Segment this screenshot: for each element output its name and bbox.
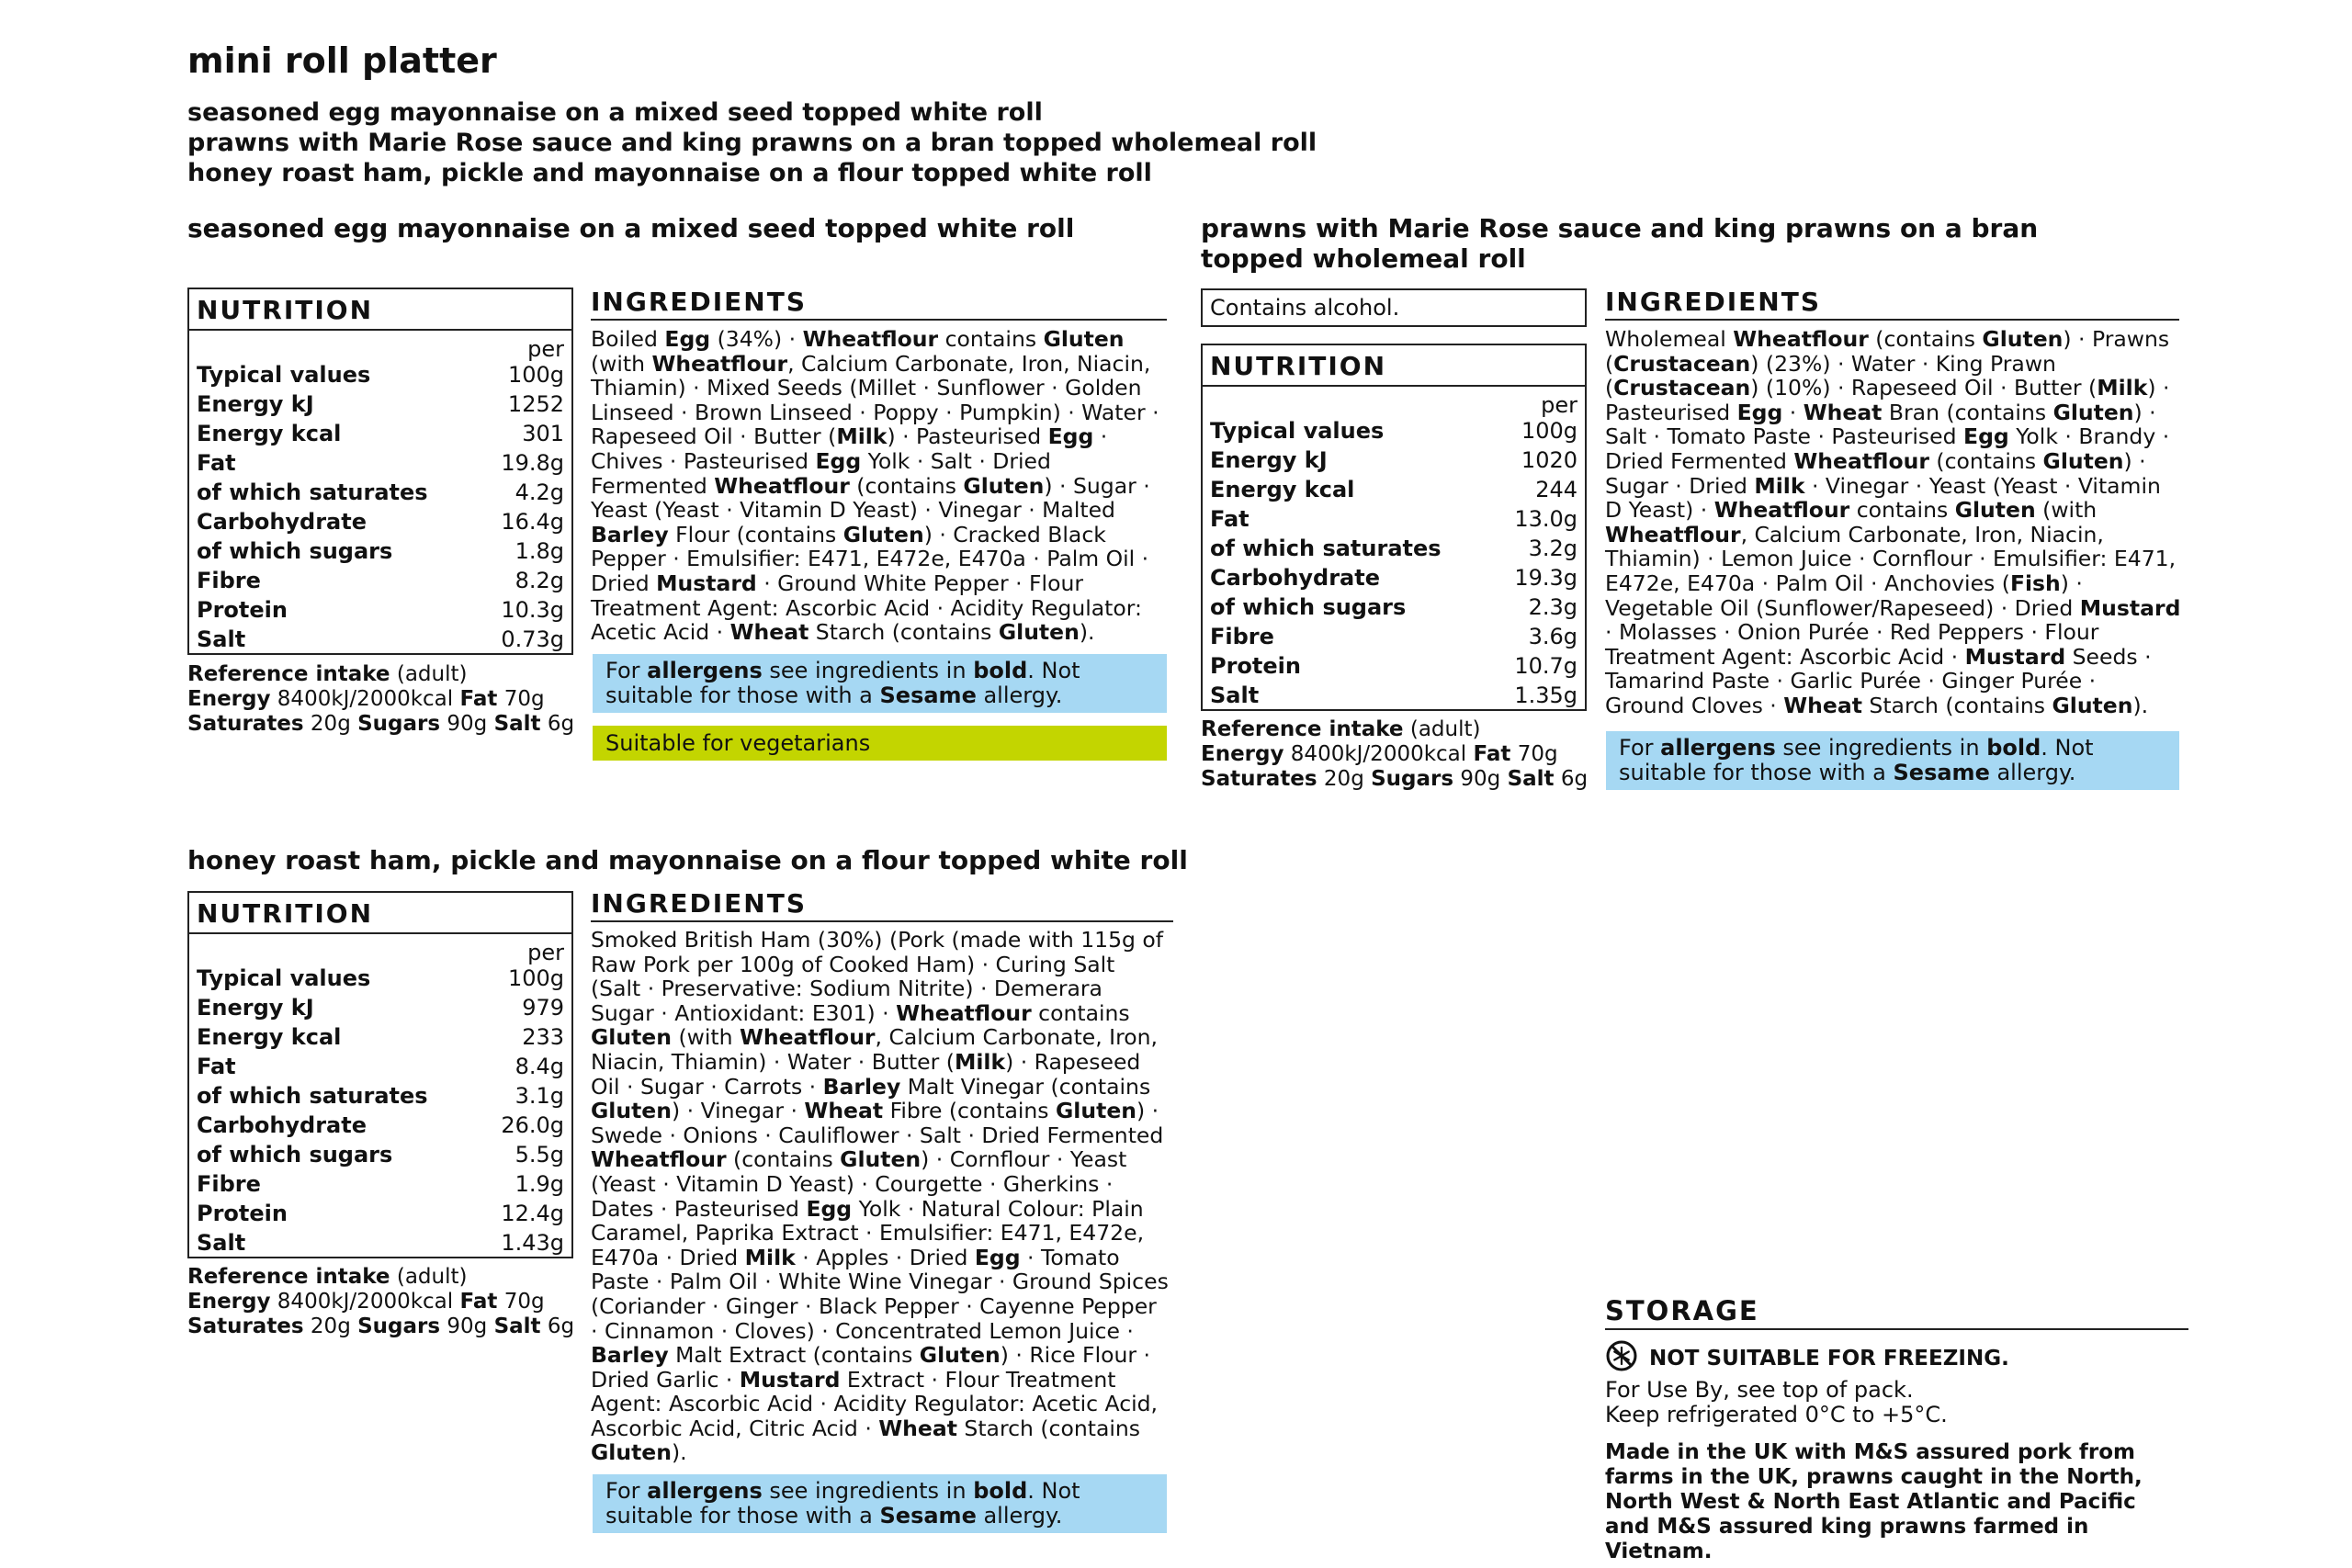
ingredient-text: ) · Pasteurised <box>1605 375 2170 425</box>
product-line-prawn: prawns with Marie Rose sauce and king prawns on a bran topped wholemeal roll <box>187 129 1317 157</box>
nutrition-row <box>1203 446 1585 475</box>
ri-qualifier: (adult) <box>396 662 468 686</box>
nutrient-label: Carbohydrate <box>1210 565 1381 591</box>
ri-fat-value: 70g <box>503 687 545 711</box>
allergen-ingredient: Wheatflour <box>802 326 939 352</box>
ingredient-text: ) · Salt · Tomato Paste · Pasteurised <box>1605 399 2156 450</box>
ingredient-text: (with <box>671 1024 740 1051</box>
nutrition-row <box>1203 622 1585 651</box>
allergen-ingredient: Egg <box>1963 423 2009 450</box>
ri-salt-label: Salt <box>493 712 541 736</box>
nutrition-row <box>189 1169 571 1199</box>
ri-salt-label: Salt <box>1507 767 1555 791</box>
allergen-ingredient: Mustard <box>739 1366 841 1393</box>
nutrient-value: 1020 <box>1521 447 1577 473</box>
allergen-ingredient: Milk <box>836 423 888 450</box>
ingredient-text: , Calcium Carbonate, Iron, Niacin, Thiamin) · Lemon Juice · Cornflour · Emulsifier: E471, E472e, E470a · Palm Oil · Anchovies ( <box>1605 521 2177 596</box>
nutrient-value: 26.0g <box>501 1112 564 1138</box>
ri-sugars-label: Sugars <box>357 1314 441 1338</box>
nutrient-value: 1.9g <box>514 1171 564 1197</box>
nutrition-rows <box>189 993 571 1258</box>
nutrition-heading: NUTRITION <box>1203 345 1585 387</box>
allergen-ingredient: Egg <box>1047 423 1094 450</box>
nutrient-value: 0.73g <box>501 626 564 652</box>
nutrient-label: Fat <box>1210 506 1250 532</box>
prawn-reference-intake <box>1201 717 1588 792</box>
use-by-text: For Use By, see top of pack. <box>1605 1377 1914 1403</box>
ingredient-text: Boiled <box>591 326 665 352</box>
ingredient-text: ) · Sugar · Dried <box>1605 447 2146 499</box>
nutrition-row <box>189 448 571 478</box>
product-line-egg: seasoned egg mayonnaise on a mixed seed topped white roll <box>187 98 1043 127</box>
refrigerate-text: Keep refrigerated 0°C to +5°C. <box>1605 1402 1948 1427</box>
allergen-ingredient: Barley <box>591 521 669 547</box>
nutrient-label: Salt <box>197 1230 246 1256</box>
ingredient-text: ) (10%) · Rapeseed Oil · Butter ( <box>1750 375 2098 401</box>
page-title: mini roll platter <box>187 40 497 81</box>
allergen-ingredient: Gluten <box>919 1342 1001 1369</box>
nutrient-label: Energy kJ <box>197 995 314 1021</box>
allergen-ingredient: Barley <box>822 1073 901 1100</box>
egg-ingredients-text <box>591 327 1170 645</box>
ri-saturates-value: 20g <box>310 712 351 736</box>
allergen-ingredient: Wheatflour <box>714 472 850 499</box>
nutrient-value: 12.4g <box>501 1201 564 1226</box>
nutrition-row <box>189 993 571 1022</box>
prawn-section-title: prawns with Marie Rose sauce and king prawns on a bran topped wholemeal roll <box>1201 213 2039 274</box>
allergen-ingredient: Wheatflour <box>1733 326 1869 352</box>
per-unit: 100g <box>507 965 564 991</box>
prawn-ingredients-text <box>1605 327 2182 718</box>
egg-section-title: seasoned egg mayonnaise on a mixed seed topped white roll <box>187 213 1075 243</box>
allergen-ingredient: Egg <box>1736 399 1783 425</box>
allergen-ingredient: Gluten <box>1954 497 2036 524</box>
ingredient-text: Starch (contains <box>808 619 999 646</box>
nutrition-heading: NUTRITION <box>189 289 571 331</box>
nutrient-value: 3.2g <box>1528 536 1577 561</box>
typical-values-row <box>189 964 571 993</box>
nutrition-row <box>189 566 571 595</box>
ri-fat-label: Fat <box>459 1290 498 1314</box>
nutrient-value: 233 <box>522 1024 564 1050</box>
nutrient-value: 1.35g <box>1514 682 1577 708</box>
per-unit: 100g <box>1521 418 1577 444</box>
no-freeze-icon <box>1605 1339 1638 1378</box>
nutrient-label: of which sugars <box>1210 594 1407 620</box>
allergen-ingredient: Egg <box>664 326 711 352</box>
allergen-ingredient: Wheatflour <box>1713 497 1850 524</box>
nutrition-row <box>189 595 571 625</box>
nutrient-label: Fibre <box>197 568 261 593</box>
allergen-ingredient: Milk <box>744 1244 796 1270</box>
nutrient-value: 244 <box>1535 477 1577 502</box>
ri-fat-value: 70g <box>503 1290 545 1314</box>
ingredient-text: ). <box>2132 692 2149 718</box>
nutrition-row <box>189 1052 571 1081</box>
nutrition-row <box>1203 651 1585 681</box>
ingredient-text: (contains <box>849 472 964 499</box>
allergen-ingredient: Gluten <box>591 1098 672 1124</box>
ingredient-text: (contains <box>1868 326 1983 352</box>
ingredient-text: ) · Swede · Onions · Cauliflower · Salt · Dried Fermented <box>591 1098 1164 1148</box>
typical-values-row <box>189 360 571 389</box>
allergen-ingredient: Gluten <box>840 1146 922 1173</box>
nutrient-label: Carbohydrate <box>197 1112 368 1138</box>
ri-label: Reference intake <box>187 1265 390 1289</box>
ingredient-text: ) · Prawns ( <box>1605 326 2170 377</box>
nutrition-row <box>1203 504 1585 534</box>
ri-energy-label: Energy <box>1201 742 1284 766</box>
prawn-allergen-note <box>1606 731 2179 790</box>
ingredient-text: ) · Rapeseed Oil · Sugar · Carrots · <box>591 1048 1141 1100</box>
ri-saturates-label: Saturates <box>187 1314 304 1338</box>
ingredient-text: Yolk · Brandy · Dried Fermented <box>1605 423 2170 474</box>
allergen-ingredient: Mustard <box>1964 643 2066 670</box>
allergen-ingredient: Mustard <box>656 570 757 596</box>
allergen-ingredient: Wheatflour <box>651 350 788 377</box>
allergen-ingredient: Wheat <box>1783 692 1862 718</box>
allergen-ingredient: Crustacean <box>1613 350 1751 377</box>
nutrition-row <box>189 507 571 536</box>
allergen-ingredient: Egg <box>815 447 862 474</box>
ingredient-text: , Calcium Carbonate, Iron, Niacin, Thiamin) · Water · Butter ( <box>591 1024 1159 1075</box>
alcohol-notice: Contains alcohol. <box>1201 288 1587 327</box>
nutrient-label: of which saturates <box>197 479 428 505</box>
nutrition-row <box>189 419 571 448</box>
ingredient-text: Seeds · Tamarind Paste · Garlic Purée · Ginger Purée · Ground Cloves · <box>1605 643 2152 718</box>
ri-fat-label: Fat <box>1473 742 1511 766</box>
nutrition-rows <box>189 389 571 654</box>
nutrient-label: Fibre <box>1210 624 1274 649</box>
allergen-bold: bold <box>1986 735 2041 761</box>
nutrition-heading: NUTRITION <box>189 893 571 934</box>
ri-sugars-value: 90g <box>1460 767 1501 791</box>
nutrition-row <box>189 1022 571 1052</box>
nutrition-row <box>189 478 571 507</box>
per-label: per <box>1541 392 1577 418</box>
ingredient-text: Starch (contains <box>1861 692 2052 718</box>
ri-sugars-value: 90g <box>447 1314 488 1338</box>
egg-nutrition-table <box>187 288 573 655</box>
nutrition-row <box>189 1140 571 1169</box>
allergen-ingredient: Egg <box>806 1195 853 1222</box>
ingredient-text: ) (23%) · Water · King Prawn ( <box>1605 350 2056 401</box>
allergen-ingredient: Gluten <box>2052 399 2134 425</box>
allergen-bold: Sesame <box>1893 760 1990 785</box>
allergen-ingredient: Gluten <box>591 1024 672 1051</box>
ham-reference-intake <box>187 1265 574 1339</box>
allergen-text: see ingredients in <box>1775 735 1987 761</box>
nutrient-value: 13.0g <box>1514 506 1577 532</box>
allergen-ingredient: Gluten <box>2042 447 2124 474</box>
ingredient-text: ) · Cracked Black Pepper · Emulsifier: E471, E472e, E470a · Palm Oil · Dried <box>591 521 1149 596</box>
product-line-ham: honey roast ham, pickle and mayonnaise on a flour topped white roll <box>187 159 1152 187</box>
allergen-ingredient: Gluten <box>1043 326 1125 352</box>
nutrient-label: Salt <box>197 626 246 652</box>
nutrient-value: 16.4g <box>501 509 564 535</box>
ingredient-text: · Molasses · Onion Purée · Red Peppers · Flour Treatment Agent: Ascorbic Acid · <box>1605 619 2099 670</box>
ingredient-text: contains <box>1031 999 1130 1026</box>
prawn-ingredients-heading: INGREDIENTS <box>1605 287 2179 321</box>
nutrition-row <box>1203 475 1585 504</box>
allergen-ingredient: Wheatflour <box>1793 447 1929 474</box>
nutrition-rows <box>1203 446 1585 710</box>
nutrient-value: 1.8g <box>514 538 564 564</box>
ingredient-text: ). <box>1079 619 1095 646</box>
egg-allergen-note <box>593 654 1167 713</box>
allergen-ingredient: Barley <box>591 1342 669 1369</box>
nutrition-row <box>1203 534 1585 563</box>
allergen-text: allergy. <box>976 1503 1063 1529</box>
nutrient-label: Energy kJ <box>1210 447 1328 473</box>
ri-sugars-label: Sugars <box>357 712 441 736</box>
allergen-ingredient: Gluten <box>591 1439 672 1466</box>
egg-ingredients-heading: INGREDIENTS <box>591 287 1167 321</box>
ri-saturates-value: 20g <box>1323 767 1364 791</box>
nutrient-value: 3.1g <box>514 1083 564 1109</box>
ingredient-text: ) · Cornflour · Yeast (Yeast · Vitamin D Yeast) · Courgette · Gherkins · Dates · Pasteurised <box>591 1146 1127 1222</box>
nutrition-row <box>189 536 571 566</box>
ri-salt-value: 6g <box>1560 767 1589 791</box>
allergen-ingredient: Crustacean <box>1613 375 1751 401</box>
storage-instructions <box>1605 1378 1948 1427</box>
nutrient-label: Energy kcal <box>1210 477 1355 502</box>
ingredient-text: Malt Extract (contains <box>668 1342 920 1369</box>
allergen-text: For <box>1619 735 1661 761</box>
nutrient-label: Energy kcal <box>197 1024 342 1050</box>
allergen-ingredient: Wheatflour <box>591 1146 727 1173</box>
ri-fat-label: Fat <box>459 687 498 711</box>
allergen-ingredient: Wheat <box>804 1098 884 1124</box>
nutrient-value: 19.8g <box>501 450 564 476</box>
ingredient-text: (contains <box>726 1146 841 1173</box>
nutrition-row <box>189 389 571 419</box>
allergen-bold: Sesame <box>879 1503 977 1529</box>
ingredient-text: · Chives · Pasteurised <box>591 423 1108 474</box>
nutrient-value: 10.7g <box>1514 653 1577 679</box>
vegetarian-badge: Suitable for vegetarians <box>593 726 1167 761</box>
allergen-ingredient: Wheatflour <box>1605 521 1741 547</box>
nutrient-value: 301 <box>522 421 564 446</box>
allergen-ingredient: Gluten <box>963 472 1045 499</box>
allergen-text: For <box>605 658 648 683</box>
nutrient-label: Salt <box>1210 682 1260 708</box>
allergen-ingredient: Milk <box>1754 472 1805 499</box>
storage-heading: STORAGE <box>1605 1295 2188 1330</box>
ri-saturates-label: Saturates <box>187 712 304 736</box>
allergen-ingredient: Mustard <box>2079 594 2181 621</box>
ingredient-text: ) · Vinegar · <box>671 1098 805 1124</box>
nutrition-row <box>1203 592 1585 622</box>
ingredient-text: · <box>1782 399 1804 425</box>
nutrient-value: 1.43g <box>501 1230 564 1256</box>
allergen-ingredient: Milk <box>2097 375 2148 401</box>
allergen-text: see ingredients in <box>762 658 974 683</box>
ingredient-text: · Ground White Pepper · Flour Treatment Agent: Ascorbic Acid · Acidity Regulator: Acetic Acid · <box>591 570 1142 646</box>
ingredient-text: Wholemeal <box>1605 326 1734 352</box>
ham-ingredients-heading: INGREDIENTS <box>591 888 1173 922</box>
nutrition-row <box>189 1228 571 1258</box>
nutrition-row <box>1203 563 1585 592</box>
freeze-text: NOT SUITABLE FOR FREEZING. <box>1649 1347 2009 1371</box>
ingredient-text: · Apples · Dried <box>795 1244 975 1270</box>
ri-salt-label: Salt <box>493 1314 541 1338</box>
per-label: per <box>527 336 564 362</box>
ingredient-text: , Calcium Carbonate, Iron, Niacin, Thiamin) · Mixed Seeds (Millet · Sunflower · Golden Linseed · Brown Linseed · Poppy · Pumpkin) · Water · Rapeseed Oil · Butter ( <box>591 350 1159 450</box>
per-label: per <box>527 940 564 965</box>
ri-salt-value: 6g <box>547 712 575 736</box>
nutrient-label: Protein <box>1210 653 1301 679</box>
ri-fat-value: 70g <box>1517 742 1558 766</box>
egg-reference-intake <box>187 662 574 737</box>
ri-energy-value: 8400kJ/2000kcal <box>277 687 454 711</box>
ri-qualifier: (adult) <box>1409 717 1481 741</box>
ingredient-text: ). <box>671 1439 687 1466</box>
nutrient-value: 4.2g <box>514 479 564 505</box>
ingredient-text: contains <box>1849 497 1955 524</box>
nutrient-value: 8.4g <box>514 1054 564 1079</box>
allergen-text: . Not suitable for those with a <box>1619 735 2094 785</box>
allergen-ingredient: Fish <box>2009 570 2061 596</box>
nutrient-label: Protein <box>197 1201 288 1226</box>
nutrient-label: of which saturates <box>1210 536 1442 561</box>
product-list <box>187 97 1317 188</box>
typical-values-label: Typical values <box>1210 418 1385 444</box>
ingredient-text: Yolk · Salt · Dried Fermented <box>591 447 1051 499</box>
ingredient-text: Malt Vinegar (contains <box>900 1073 1151 1100</box>
allergen-text: . Not suitable for those with a <box>605 658 1080 708</box>
ham-nutrition-table <box>187 891 573 1258</box>
allergen-ingredient: Wheat <box>878 1415 957 1441</box>
nutrient-label: Protein <box>197 597 288 623</box>
ingredient-text: Bran (contains <box>1882 399 2053 425</box>
ham-ingredients-text <box>591 928 1170 1465</box>
allergen-bold: bold <box>973 1478 1028 1504</box>
ingredient-text: (contains <box>1928 447 2043 474</box>
allergen-ingredient: Gluten <box>1982 326 2064 352</box>
ham-allergen-note <box>593 1474 1167 1533</box>
typical-values-row <box>1203 416 1585 446</box>
origin-statement: Made in the UK with M&S assured pork from farms in the UK, prawns caught in the North, North West & North East Atlantic and Pacific and M&S assured king prawns farmed in Vietnam. <box>1605 1440 2143 1563</box>
ri-saturates-label: Saturates <box>1201 767 1317 791</box>
allergen-bold: Sesame <box>879 682 977 708</box>
ri-label: Reference intake <box>1201 717 1404 741</box>
ingredient-text: Extract · Flour Treatment Agent: Ascorbic Acid · Acidity Regulator: Acetic Acid, Ascorbic Acid, Citric Acid · <box>591 1366 1159 1441</box>
ri-energy-label: Energy <box>187 687 271 711</box>
nutrient-label: Fat <box>197 1054 236 1079</box>
ri-saturates-value: 20g <box>310 1314 351 1338</box>
allergen-ingredient: Gluten <box>842 521 924 547</box>
allergen-bold: allergens <box>647 658 763 683</box>
allergen-bold: allergens <box>647 1478 763 1504</box>
ingredient-text: ) · Sugar · Yeast (Yeast · Vitamin D Yeast) · Vinegar · Malted <box>591 472 1150 524</box>
allergen-text: For <box>605 1478 648 1504</box>
ingredient-text: Flour (contains <box>668 521 843 547</box>
ingredient-text: ) · Rice Flour · Dried Garlic · <box>591 1342 1150 1393</box>
allergen-ingredient: Wheatflour <box>739 1024 876 1051</box>
freeze-warning <box>1605 1339 2009 1378</box>
nutrient-label: of which sugars <box>197 538 393 564</box>
nutrient-label: Energy kJ <box>197 391 314 417</box>
ri-qualifier: (adult) <box>396 1265 468 1289</box>
allergen-text: allergy. <box>1989 760 2076 785</box>
ri-label: Reference intake <box>187 662 390 686</box>
ri-energy-value: 8400kJ/2000kcal <box>1290 742 1467 766</box>
allergen-ingredient: Wheatflour <box>896 999 1032 1026</box>
allergen-text: allergy. <box>976 682 1063 708</box>
allergen-ingredient: Wheat <box>1803 399 1883 425</box>
nutrient-label: Carbohydrate <box>197 509 368 535</box>
ingredient-text: (with <box>591 350 652 377</box>
nutrient-label: Energy kcal <box>197 421 342 446</box>
nutrient-value: 1252 <box>507 391 564 417</box>
nutrient-label: Fibre <box>197 1171 261 1197</box>
ri-energy-value: 8400kJ/2000kcal <box>277 1290 454 1314</box>
nutrition-row <box>189 625 571 654</box>
nutrition-row <box>189 1199 571 1228</box>
allergen-ingredient: Gluten <box>998 619 1080 646</box>
ingredient-text: (with <box>2035 497 2098 524</box>
ri-energy-label: Energy <box>187 1290 271 1314</box>
ingredient-text: (34%) · <box>710 326 803 352</box>
ingredient-text: contains <box>938 326 1044 352</box>
nutrient-value: 5.5g <box>514 1142 564 1168</box>
nutrient-value: 8.2g <box>514 568 564 593</box>
nutrition-row <box>189 1111 571 1140</box>
allergen-text: see ingredients in <box>762 1478 974 1504</box>
nutrient-value: 10.3g <box>501 597 564 623</box>
allergen-ingredient: Gluten <box>1056 1098 1136 1124</box>
nutrient-label: of which sugars <box>197 1142 393 1168</box>
nutrition-row <box>1203 681 1585 710</box>
ingredient-text: Starch (contains <box>956 1415 1141 1441</box>
nutrient-value: 979 <box>522 995 564 1021</box>
nutrient-label: of which saturates <box>197 1083 428 1109</box>
ingredient-text: ) · Pasteurised <box>887 423 1048 450</box>
allergen-ingredient: Egg <box>974 1244 1021 1270</box>
allergen-text: . Not suitable for those with a <box>605 1478 1080 1529</box>
ingredient-text: · Tomato Paste · Palm Oil · White Wine Vinegar · Ground Spices (Coriander · Ginger · Black Pepper · Cayenne Pepper · Cinnamon · Cloves) · Concentrated Lemon Juice · <box>591 1244 1169 1344</box>
ingredient-text: Yolk · Natural Colour: Plain Caramel, Paprika Extract · Emulsifier: E471, E472e, E470a · Dried <box>591 1195 1145 1270</box>
typical-values-label: Typical values <box>197 362 371 388</box>
nutrient-value: 3.6g <box>1528 624 1577 649</box>
allergen-ingredient: Gluten <box>2052 692 2133 718</box>
nutrient-value: 19.3g <box>1514 565 1577 591</box>
ri-sugars-value: 90g <box>447 712 488 736</box>
ingredient-text: ) · Vegetable Oil (Sunflower/Rapeseed) · Dried <box>1605 570 2083 621</box>
allergen-ingredient: Wheat <box>729 619 809 646</box>
prawn-nutrition-table <box>1201 344 1587 711</box>
nutrient-value: 2.3g <box>1528 594 1577 620</box>
allergen-ingredient: Milk <box>954 1048 1006 1075</box>
nutrition-row <box>189 1081 571 1111</box>
ri-salt-value: 6g <box>547 1314 575 1338</box>
ingredient-text: Fibre (contains <box>883 1098 1057 1124</box>
per-unit: 100g <box>507 362 564 388</box>
ingredient-text: Smoked British Ham (30%) (Pork (made with 115g of Raw Pork per 100g of Cooked Ham) · Curing Salt (Salt · Preservative: Sodium Nitrite) · Demerara Sugar · Antioxidant: E301) · <box>591 927 1164 1026</box>
allergen-bold: bold <box>973 658 1028 683</box>
typical-values-label: Typical values <box>197 965 371 991</box>
allergen-bold: allergens <box>1660 735 1776 761</box>
nutrient-label: Fat <box>197 450 236 476</box>
ingredient-text: · Vinegar · Yeast (Yeast · Vitamin D Yeast) · <box>1605 472 2161 524</box>
ham-section-title: honey roast ham, pickle and mayonnaise on a flour topped white roll <box>187 845 1188 875</box>
ri-sugars-label: Sugars <box>1371 767 1454 791</box>
